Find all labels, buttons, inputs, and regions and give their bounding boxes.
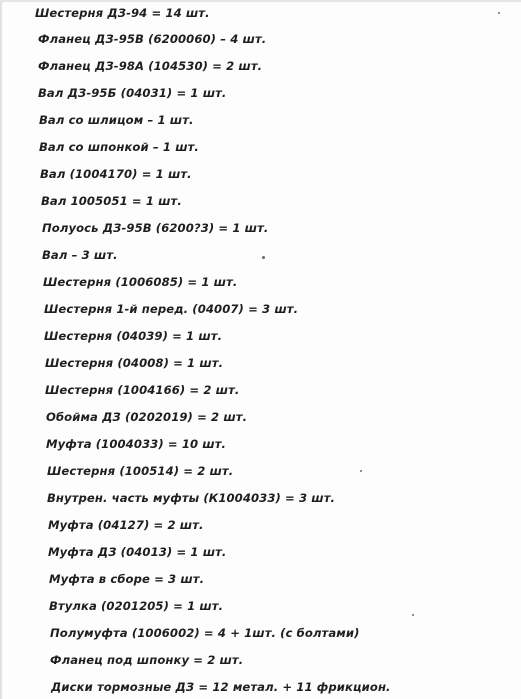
list-item: Шестерня (04039) = 1 шт.	[44, 329, 223, 343]
list-item: Шестерня 1-й перед. (04007) = 3 шт.	[44, 302, 299, 316]
list-item: Муфта ДЗ (04013) = 1 шт.	[48, 545, 227, 559]
list-item: Муфта (04127) = 2 шт.	[48, 518, 204, 532]
list-item: Вал со шлицом – 1 шт.	[39, 113, 194, 127]
list-item: Муфта в сборе = 3 шт.	[49, 572, 205, 586]
list-item: Шестерня (100514) = 2 шт.	[47, 464, 234, 478]
list-item: Вал (1004170) = 1 шт.	[40, 167, 192, 181]
list-item: Фланец под шпонку = 2 шт.	[50, 653, 244, 667]
scan-edge-top	[0, 0, 521, 2]
scan-speck	[360, 470, 362, 472]
list-item: Шестерня (1004166) = 2 шт.	[45, 383, 240, 397]
list-item: Фланец ДЗ-95В (6200060) – 4 шт.	[38, 32, 267, 46]
scan-speck	[498, 12, 500, 14]
list-item: Вал 1005051 = 1 шт.	[41, 194, 182, 208]
list-item: Шестерня (1006085) = 1 шт.	[43, 275, 238, 289]
list-item: Шестерня (04008) = 1 шт.	[45, 356, 224, 370]
scan-speck	[412, 614, 414, 616]
scan-edge-left	[0, 0, 3, 699]
list-item: Диски тормозные ДЗ = 12 метал. + 11 фрикцион.	[51, 680, 391, 694]
list-item: Вал ДЗ-95Б (04031) = 1 шт.	[38, 86, 227, 100]
list-item: Полумуфта (1006002) = 4 + 1шт. (с болтами)	[50, 626, 360, 640]
scan-speck	[262, 256, 265, 259]
list-item: Втулка (0201205) = 1 шт.	[49, 599, 224, 613]
list-item: Вал – 3 шт.	[42, 248, 118, 262]
list-item: Фланец ДЗ-98А (104530) = 2 шт.	[38, 59, 263, 73]
list-item: Полуось ДЗ-95В (6200?3) = 1 шт.	[42, 221, 269, 235]
list-item: Вал со шпонкой – 1 шт.	[39, 140, 199, 154]
list-item: Внутрен. часть муфты (К1004033) = 3 шт.	[47, 491, 336, 505]
list-item: Муфта (1004033) = 10 шт.	[46, 437, 227, 451]
list-item: Обойма ДЗ (0202019) = 2 шт.	[46, 410, 248, 424]
list-item: Шестерня ДЗ-94 = 14 шт.	[35, 6, 210, 20]
